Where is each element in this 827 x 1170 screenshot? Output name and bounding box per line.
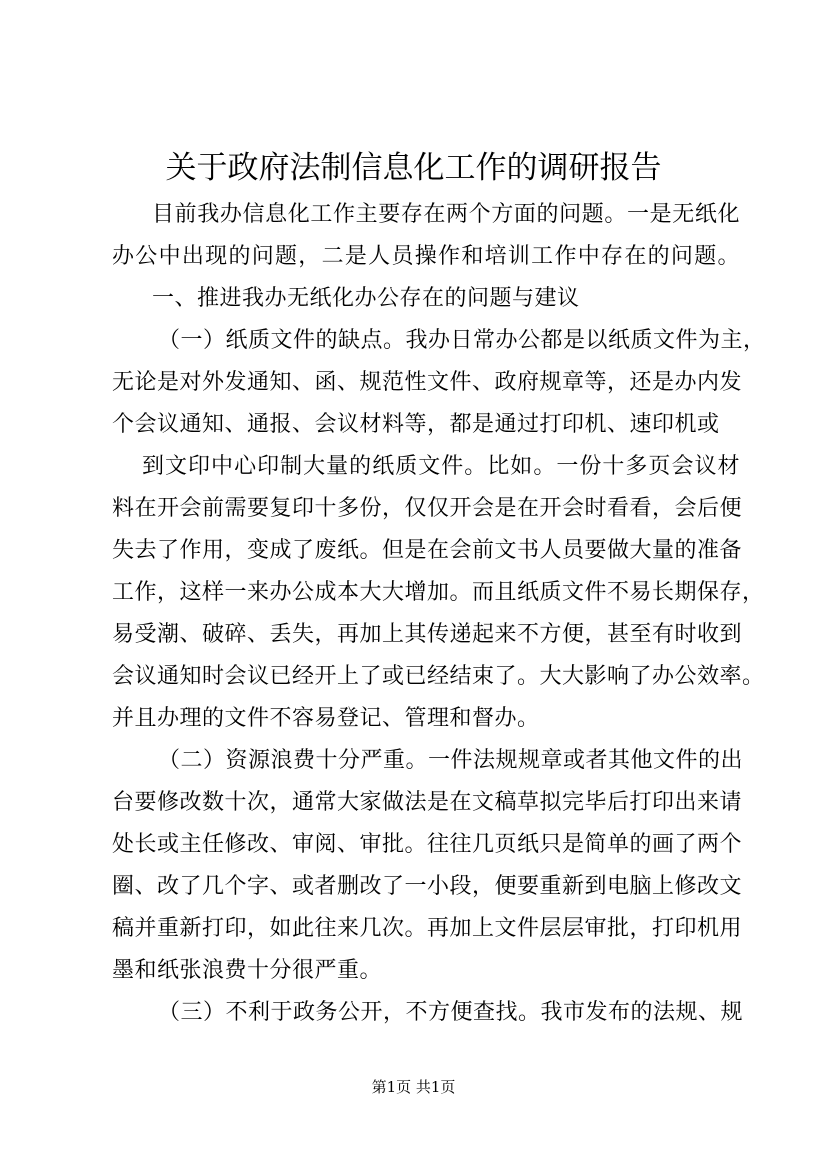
paragraph-line: 个会议通知、通报、会议材料等，都是通过打印机、速印机或 xyxy=(112,412,720,437)
document-title: 关于政府法制信息化工作的调研报告 xyxy=(165,150,662,186)
paragraph-line: 失去了作用，变成了废纸。但是在会前文书人员要做大量的准备 xyxy=(112,538,743,563)
paragraph-line: 到文印中心印制大量的纸质文件。比如。一份十多页会议材 xyxy=(142,454,740,479)
page-footer: 第1页 共1页 xyxy=(371,1078,456,1096)
paragraph-line: 目前我办信息化工作主要存在两个方面的问题。一是无纸化 xyxy=(152,202,740,227)
paragraph-line: 会议通知时会议已经开上了或已经结束了。大大影响了办公效率。 xyxy=(112,664,765,689)
paragraph-line: 办公中出现的问题，二是人员操作和培训工作中存在的问题。 xyxy=(112,244,740,269)
paragraph-line: 圈、改了几个字、或者删改了一小段，便要重新到电脑上修改文 xyxy=(112,874,743,899)
section-heading: 一、推进我办无纸化办公存在的问题与建议 xyxy=(152,286,580,311)
paragraph-line: （二）资源浪费十分严重。一件法规规章或者其他文件的出 xyxy=(158,748,744,773)
paragraph-line: 料在开会前需要复印十多份，仅仅开会是在开会时看看，会后便 xyxy=(112,496,743,521)
paragraph-line: 稿并重新打印，如此往来几次。再加上文件层层审批，打印机用 xyxy=(112,916,743,941)
paragraph-line: 易受潮、破碎、丢失，再加上其传递起来不方便，甚至有时收到 xyxy=(112,622,743,647)
paragraph-line: （一）纸质文件的缺点。我办日常办公都是以纸质文件为主， xyxy=(158,328,766,353)
paragraph-line: （三）不利于政务公开，不方便查找。我市发布的法规、规 xyxy=(158,1000,744,1025)
document-body xyxy=(112,194,766,1034)
paragraph-line: 墨和纸张浪费十分很严重。 xyxy=(112,958,383,983)
paragraph-line: 无论是对外发通知、函、规范性文件、政府规章等，还是办内发 xyxy=(112,370,743,395)
paragraph-line: 并且办理的文件不容易登记、管理和督办。 xyxy=(112,706,540,731)
paragraph-line: 处长或主任修改、审阅、审批。往往几页纸只是简单的画了两个 xyxy=(112,832,743,857)
paragraph-line: 工作，这样一来办公成本大大增加。而且纸质文件不易长期保存， xyxy=(112,580,765,605)
paragraph-line: 台要修改数十次，通常大家做法是在文稿草拟完毕后打印出来请 xyxy=(112,790,743,815)
